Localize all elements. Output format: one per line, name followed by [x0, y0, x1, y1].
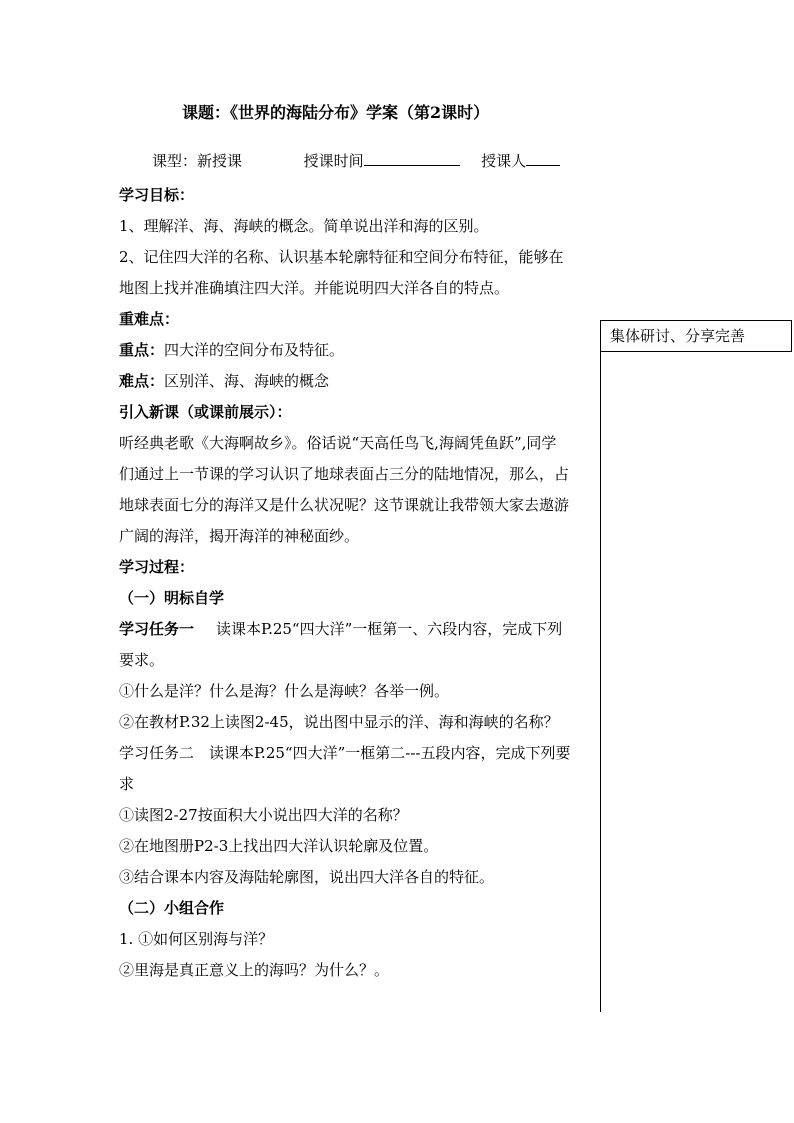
difficult-point-text: 区别洋、海、海峡的概念	[164, 372, 330, 390]
task-1-label: 学习任务一	[119, 620, 195, 638]
teacher-label: 授课人	[481, 152, 527, 170]
page-title: 课题：《世界的海陆分布》学案（第2课时）	[182, 103, 490, 122]
intro-text: 听经典老歌《大海啊故乡》。俗话说“天高任鸟飞,海阔凭鱼跃”,同学们通过上一节课的学习认识了地球表面占三分的陆地情况，那么，占地球表面七分的海洋又是什么状况呢？这节课就让我带领大家去遨游广阔的海洋，揭开海洋的神秘面纱。	[119, 434, 570, 545]
goal-item: 2、记住四大洋的名称、认识基本轮廓特征和空间分布特征，能够在地图上找并准确填注四大洋。并能说明四大洋各自的特点。	[119, 248, 564, 297]
task-1-text: 读课本P.25“四大洋”一框第一、六段内容，完成下列要求。	[119, 620, 563, 669]
goals-heading: 学习目标：	[119, 186, 195, 204]
group-question: ②里海是真正意义上的海吗？为什么？。	[119, 961, 390, 979]
key-heading: 重难点：	[119, 310, 180, 328]
key-point-text: 四大洋的空间分布及特征。	[164, 341, 345, 359]
group-question: 1. ①如何区别海与洋？	[119, 930, 274, 948]
intro-heading: 引入新课（或课前展示）：	[119, 403, 292, 421]
key-point-label: 重点：	[119, 341, 165, 359]
sidebar-divider	[600, 352, 601, 1012]
goal-item: 1、理解洋、海、海峡的概念。简单说出洋和海的区别。	[119, 217, 489, 235]
key-point	[119, 335, 571, 366]
sidebar-header: 集体研讨、分享完善	[600, 320, 792, 352]
task-question: ①读图2-27按面积大小说出四大洋的名称？	[119, 806, 408, 824]
difficult-point	[119, 366, 571, 397]
main-content	[119, 180, 571, 986]
section-heading: （二）小组合作	[119, 899, 225, 917]
difficult-point-label: 难点：	[119, 372, 165, 390]
process-heading: 学习过程：	[119, 558, 195, 576]
teacher-blank[interactable]	[526, 151, 560, 166]
lesson-type: 课型：新授课	[152, 152, 243, 170]
task-2: 学习任务二 读课本P.25“四大洋”一框第二---五段内容，完成下列要求	[119, 744, 571, 793]
task-question: ③结合课本内容及海陆轮廓图，说出四大洋各自的特征。	[119, 868, 495, 886]
task-question: ②在教材P.32上读图2-45，说出图中显示的洋、海和海峡的名称？	[119, 713, 559, 731]
lesson-meta	[152, 150, 560, 171]
task-question: ①什么是洋？什么是海？什么是海峡？各举一例。	[119, 682, 450, 700]
section-heading: （一）明标自学	[119, 589, 225, 607]
lesson-time-label: 授课时间	[303, 152, 364, 170]
task-question: ②在地图册P2-3上找出四大洋认识轮廓及位置。	[119, 837, 439, 855]
task-1	[119, 614, 571, 676]
lesson-time-blank[interactable]	[364, 151, 460, 166]
